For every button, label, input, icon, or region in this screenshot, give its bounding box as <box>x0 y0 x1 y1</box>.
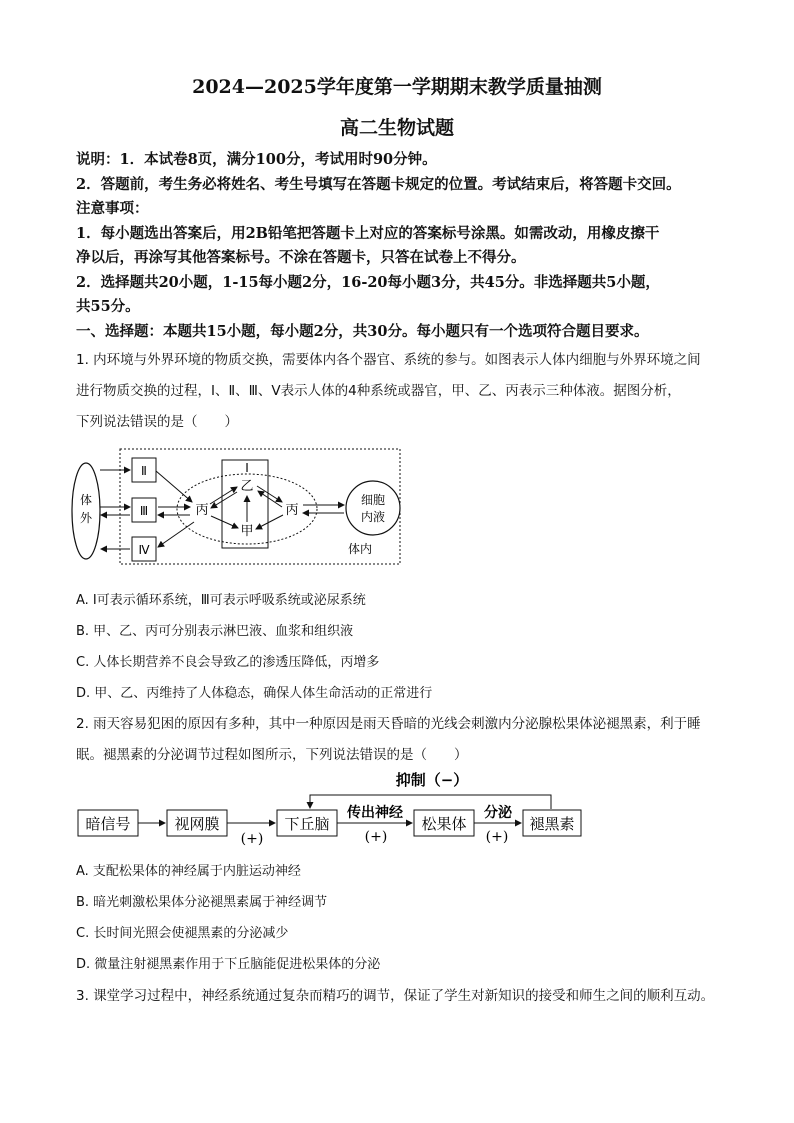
melatonin-label: 褪黑素 <box>529 815 575 833</box>
fluid-bing-right: 丙 <box>285 503 299 518</box>
question-stem: 眠。褪黑素的分泌调节过程如图所示，下列说法错误的是（ ） <box>76 747 468 763</box>
question-stem: 1. 内环境与外界环境的物质交换，需要体内各个器官、系统的参与。如图表示人体内细胞与外界环境之间 <box>76 352 701 368</box>
option-a[interactable]: A. I可表示循环系统，Ⅲ可表示呼吸系统或泌尿系统 <box>76 593 366 608</box>
instruction-line: 2．选择题共20小题，1-15每小题2分，16-20每小题3分，共45分。非选择题共5小题， <box>76 274 660 291</box>
box-ii-label: Ⅱ <box>141 464 147 478</box>
fluid-bing-left: 丙 <box>195 503 209 518</box>
cell-fluid-label: 内液 <box>360 510 386 524</box>
option-b[interactable]: B. 甲、乙、丙可分别表示淋巴液、血浆和组织液 <box>76 624 354 639</box>
fluid-yi: 乙 <box>240 479 254 494</box>
option-d[interactable]: D. 甲、乙、丙维持了人体稳态，确保人体生命活动的正常进行 <box>76 686 433 701</box>
pineal-label: 松果体 <box>421 815 467 833</box>
question-stem: 2. 雨天容易犯困的原因有多种，其中一种原因是雨天昏暗的光线会刺激内分泌腺松果体泌褪黑素，利于睡 <box>76 716 701 732</box>
box-iii-label: Ⅲ <box>139 504 149 518</box>
melatonin-regulation-diagram <box>70 767 590 847</box>
question-stem: 进行物质交换的过程，I、Ⅱ、Ⅲ、V表示人体的4种系统或器官，甲、乙、丙表示三种体液。据图分析， <box>76 383 681 399</box>
box-i-label: I <box>245 461 249 475</box>
body-fluid-exchange-diagram <box>70 444 410 574</box>
outside-label: 外 <box>79 511 93 525</box>
option-c[interactable]: C. 长时间光照会使褪黑素的分泌减少 <box>76 926 289 941</box>
efferent-label: 传出神经 <box>347 805 403 821</box>
exam-title: 2024—2025学年度第一学期期末教学质量抽测 <box>192 76 602 98</box>
exam-subtitle: 高二生物试题 <box>339 117 454 139</box>
option-a[interactable]: A. 支配松果体的神经属于内脏运动神经 <box>76 864 301 879</box>
retina-label: 视网膜 <box>174 815 220 833</box>
plus-sign: (+) <box>485 829 509 845</box>
instruction-line: 1．每小题选出答案后，用2B铅笔把答题卡上对应的答案标号涂黑。如需改动，用橡皮擦干 <box>76 225 660 242</box>
hypothalamus-label: 下丘脑 <box>284 815 330 833</box>
plus-sign: (+) <box>364 829 388 845</box>
section-heading: 一、选择题：本题共15小题，每小题2分，共30分。每小题只有一个选项符合题目要求。 <box>76 323 649 340</box>
question-stem: 3. 课堂学习过程中，神经系统通过复杂而精巧的调节，保证了学生对新知识的接受和师生之间的顺利互动。 <box>76 988 715 1004</box>
instruction-line: 说明：1．本试卷8页，满分100分，考试用时90分钟。 <box>76 151 437 168</box>
question-stem: 下列说法错误的是（ ） <box>76 414 238 430</box>
dark-signal-label: 暗信号 <box>85 815 131 833</box>
box-iv-label: Ⅳ <box>138 543 150 557</box>
instruction-line: 共55分。 <box>76 298 140 315</box>
cell-fluid-label: 细胞 <box>360 493 386 507</box>
inhibit-label: 抑制（−） <box>395 771 469 789</box>
outside-label: 体 <box>79 493 93 507</box>
option-b[interactable]: B. 暗光刺激松果体分泌褪黑素属于神经调节 <box>76 895 328 910</box>
fluid-jia: 甲 <box>240 524 254 539</box>
plus-sign: (+) <box>240 831 264 847</box>
instruction-line: 2．答题前，考生务必将姓名、考生号填写在答题卡规定的位置。考试结束后，将答题卡交回。 <box>76 176 681 193</box>
option-d[interactable]: D. 微量注射褪黑素作用于下丘脑能促进松果体的分泌 <box>76 957 381 972</box>
cell-fluid-circle <box>346 481 400 535</box>
inside-label: 体内 <box>347 542 373 556</box>
option-c[interactable]: C. 人体长期营养不良会导致乙的渗透压降低，丙增多 <box>76 655 380 670</box>
instruction-line: 净以后，再涂写其他答案标号。不涂在答题卡，只答在试卷上不得分。 <box>76 249 526 266</box>
instruction-line: 注意事项： <box>76 200 149 217</box>
secrete-label: 分泌 <box>484 805 512 821</box>
